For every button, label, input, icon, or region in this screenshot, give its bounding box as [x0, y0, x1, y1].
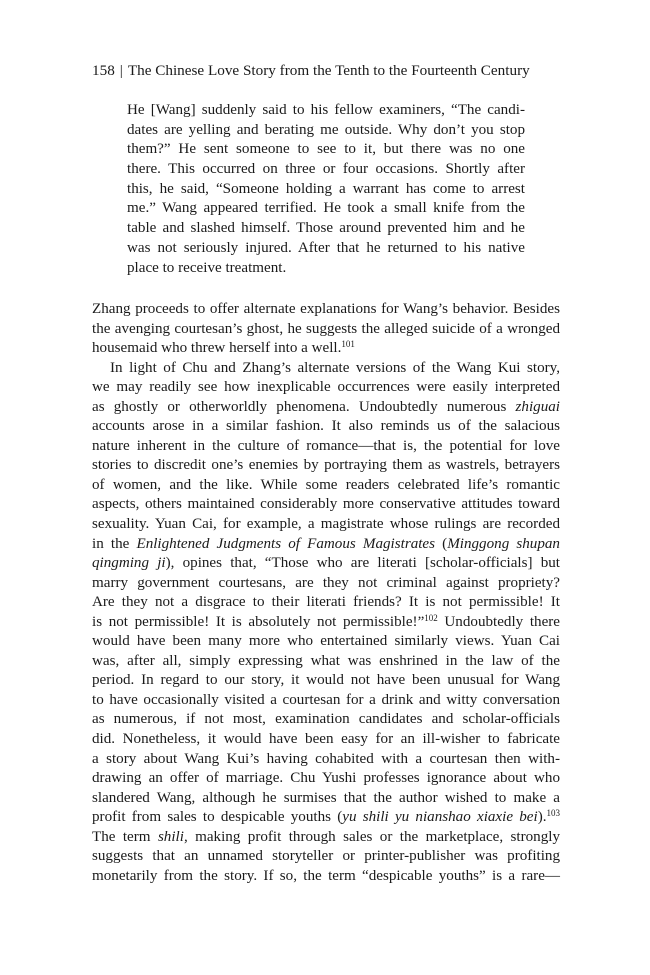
text-line: was, after all, simply expressing what was enshrined in the law of the: [92, 652, 560, 669]
text-run: ), opines that, “Those who are literati [scholar-officials] but: [165, 555, 560, 572]
text-line: period. In regard to our story, it would not have been unusual for Wang: [92, 672, 560, 689]
quote-line: table and slashed himself. Those around prevented him and he: [127, 220, 525, 237]
quote-line: was not seriously injured. After that he returned to his native: [127, 239, 525, 256]
italic-term: shili: [157, 828, 184, 845]
text-run: , making profit through sales or the marketplace, strongly: [183, 828, 560, 845]
quote-line: me.” Wang appeared terrified. He took a small knife from the: [127, 200, 525, 217]
text-line: sexuality. Yuan Cai, for example, a magistrate whose rulings are recorded: [92, 516, 560, 533]
text-line: drawing an offer of marriage. Chu Yushi professes ignorance about who: [92, 770, 560, 787]
footnote-ref-101: 101: [341, 339, 355, 350]
text-line: did. Nonetheless, it would have been easy for an ill-wisher to fabricate: [92, 731, 560, 748]
text-run: (: [442, 535, 448, 552]
text-line: accounts arose in a similar fashion. It also reminds us of the salacious: [92, 418, 560, 435]
block-quote: [127, 101, 525, 278]
text-line: [92, 535, 560, 555]
text-line: to have occasionally visited a courtesan for a drink and witty conversation: [92, 691, 560, 708]
text-run: as ghostly or otherworldly phenomena. Undoubtedly numerous: [92, 398, 507, 415]
paragraph: [92, 300, 560, 359]
text-line: of women, and the like. While some readers celebrated life’s romantic: [92, 476, 560, 493]
running-header: [92, 60, 562, 82]
italic-term: zhiguai: [515, 398, 560, 415]
quote-line: dates are yelling and berating me outside. Why don’t you stop: [127, 121, 525, 138]
text-line: slandered Wang, although he surmises that the author wished to make a: [92, 789, 560, 806]
text-line: nature inherent in the culture of romance—that is, the potential for love: [92, 437, 560, 454]
text-line: the avenging courtesan’s ghost, he suggests the alleged suicide of a wronged: [92, 320, 560, 337]
quote-line: them?” He sent someone to see to it, but there was no one: [127, 141, 525, 158]
text-run: profit from sales to despicable youths (: [92, 809, 343, 826]
footnote-ref-103: 103: [546, 808, 560, 819]
text-line: Are they not a disgrace to their literati friends? It is not permissible! It: [92, 594, 560, 611]
text-run: in the: [92, 535, 130, 552]
text-line: [92, 398, 560, 418]
text-line: stories to discredit one’s enemies by portraying them as wastrels, betrayers: [92, 457, 560, 474]
text-line: [92, 554, 560, 574]
text-run: The term: [92, 828, 151, 845]
page-number: 158: [92, 62, 115, 79]
italic-term: yu shili yu nianshao xiaxie bei: [342, 809, 538, 826]
text-run: Undoubtedly there: [437, 613, 561, 630]
text-line: a story about Wang Kui’s having cohabited with a courtesan then with-: [92, 750, 560, 767]
text-line: [92, 828, 560, 848]
text-line: we may readily see how inexplicable occurrences were easily interpreted: [92, 379, 560, 396]
text-line: [92, 339, 560, 359]
quote-line: this, he said, “Someone holding a warrant has come to arrest: [127, 180, 525, 197]
text-line: marry government courtesans, are they not criminal against propriety?: [92, 574, 560, 591]
italic-title: Enlightened Judgments of Famous Magistrates: [136, 535, 436, 552]
header-separator: |: [119, 62, 123, 79]
paragraph: [92, 359, 560, 887]
text-line: monetarily from the story. If so, the term “despicable youths” is a rare—: [92, 867, 560, 884]
text-line: Zhang proceeds to offer alternate explanations for Wang’s behavior. Besides: [92, 301, 560, 317]
quote-line: He [Wang] suddenly said to his fellow examiners, “The candi-: [127, 102, 525, 118]
text-line: suggests that an unnamed storyteller or printer-publisher was profiting: [92, 848, 560, 865]
text-line: [92, 613, 560, 633]
running-title: The Chinese Love Story from the Tenth to the Fourteenth Century: [127, 62, 530, 79]
footnote-ref-102: 102: [424, 612, 438, 623]
quote-line: place to receive treatment.: [127, 259, 287, 276]
text-line: In light of Chu and Zhang’s alternate versions of the Wang Kui story,: [110, 359, 560, 376]
text-line: aspects, others maintained considerably more conservative attitudes toward: [92, 496, 560, 513]
text-line: as numerous, if not most, examination candidates and scholar-officials: [92, 711, 560, 728]
text-line: would have been many more who entertained similarly views. Yuan Cai: [92, 633, 560, 650]
text-line: [92, 808, 560, 828]
text-run: is not permissible! It is absolutely not permissible!”: [92, 613, 425, 630]
body-text: [92, 300, 560, 886]
italic-title: Minggong shupan: [447, 535, 560, 552]
text-run: housemaid who threw herself into a well.: [92, 340, 342, 357]
italic-title: qingming ji: [92, 555, 166, 572]
text-run: ).: [537, 809, 547, 826]
quote-line: there. This occurred on three or four occasions. Shortly after: [127, 161, 525, 178]
